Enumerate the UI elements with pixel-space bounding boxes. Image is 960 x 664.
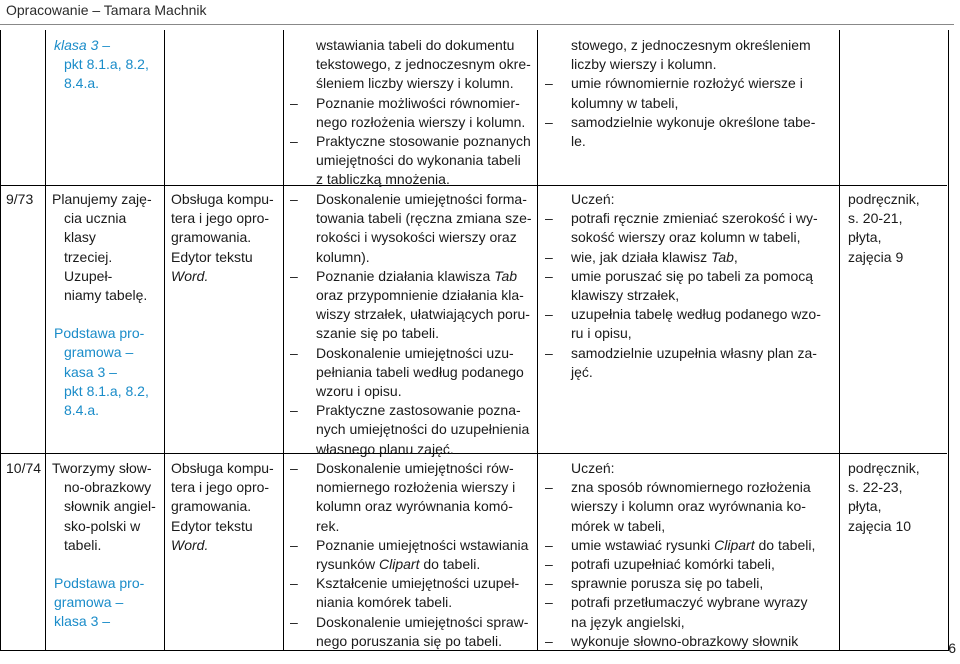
row-2-materials [848,459,946,536]
materials-line: płyta, [848,229,882,246]
outcome-item: – umie wstawiać rysunki Clipart do tabeli, [545,536,837,555]
outcome-item: – samodzielnie uzupełnia własny plan za- jęć. [545,344,837,382]
tools-line: Edytor tekstu [171,517,253,534]
basis-line: pkt 8.1.a, 8.2, [64,382,149,399]
outcome-item: – sprawnie porusza się po tabeli, [545,574,837,593]
materials-line: podręcznik, [848,191,920,207]
basis-line: kasa 3 – [64,363,117,380]
outcomes-list [545,36,837,151]
column-divider [164,30,165,650]
row-1-outcomes [545,190,837,382]
outcome-item: – wie, jak działa klawisz Tab, [545,248,837,267]
materials-line: podręcznik, [848,460,920,476]
outcome-item: stowego, z jednoczesnym określeniem liczby wierszy i kolumn. [571,37,811,73]
tools-line: Word. [171,267,209,284]
basis-line: 8.4.a. [64,75,100,92]
tools-line: gramowania. [171,498,252,515]
tools-line: Edytor tekstu [171,248,253,265]
outcome-item: – umie poruszać się po tabeli za pomocą klawiszy strzałek, [545,267,837,305]
row-2-topic [52,459,162,632]
tools-line: gramowania. [171,229,252,246]
goals-list [290,459,536,651]
outcomes-list [545,209,837,382]
goal-item: – Kształcenie umiejętności uzupeł- niania komórek tabeli. [290,574,536,612]
tools-line: Obsługa kompu- [171,191,274,207]
goal-item: – Poznanie możliwości równomier- nego rozłożenia wierszy i kolumn. [290,94,536,132]
outcome-item: – wykonuje słowno-obrazkowy słownik [545,632,837,651]
goal-item: – Poznanie działania klawisza Tab oraz przypomnienie działania kla- wiszy strzałek, ułatwiających poru- szanie się po tabeli. [290,267,536,344]
topic-line: no-obrazkowy [64,479,152,496]
basis-line: pkt 8.1.a, 8.2, [64,56,149,73]
topic-line: sko-polski w [64,517,141,534]
outcome-item: – zna sposób równomiernego rozłożenia wierszy i kolumn oraz wyrównania ko- mórek w tabeli, [545,478,837,536]
goal-item: – Doskonalenie umiejętności spraw- nego poruszania się po tabeli. [290,613,536,651]
row-1-topic [52,190,162,420]
outcome-item: – samodzielnie wykonuje określone tabe- le. [545,113,837,151]
row-2-basis [52,574,162,632]
row-2-tools [171,459,283,555]
tools-line: tera i jego opro- [171,210,270,227]
row-1-goals [290,190,536,459]
basis-line: gramowa – [64,344,134,361]
basis-line: Podstawa pro- [54,325,145,342]
outcome-item: – potrafi ręcznie zmieniać szerokość i wy- sokość wierszy oraz kolumn w tabeli, [545,209,837,247]
row-1-tools [171,190,283,286]
outcomes-list [545,478,837,651]
goal-item: wstawiania tabeli do dokumentu tekstowego, z jednoczesnym okre- śleniem liczby wierszy i kolumn. [316,37,531,92]
topic-line: Tworzymy słow- [52,460,152,476]
goal-item: – Praktyczne stosowanie poznanych umiejętności do wykonania tabeli z tabliczką mnożenia. [290,132,536,190]
basis-line: Podstawa pro- [54,575,145,592]
outcomes-heading: Uczeń: [571,191,615,207]
row-1-basis [52,324,162,420]
topic-line: trzeciej. Uzupeł- [64,248,113,284]
tools-line: Word. [171,536,209,553]
tools-line: Obsługa kompu- [171,460,274,476]
basis-line: 8.4.a. [64,402,100,419]
column-divider [283,30,284,650]
goal-item: – Doskonalenie umiejętności rów- nomiernego rozłożenia wierszy i kolumn oraz wyrównania komó- rek. [290,459,536,536]
row-1-materials [848,190,946,267]
row-0-outcomes [545,36,837,151]
row-1-number: 9/73 [6,191,34,207]
topic-line: słownik angiel- [64,498,156,515]
column-divider [45,30,46,650]
page-header: Opracowanie – Tamara Machnik [6,2,207,18]
goal-item: – Doskonalenie umiejętności uzu- pełniania tabeli według podanego wzoru i opisu. [290,344,536,402]
outcome-item: – potrafi uzupełniać komórki tabeli, [545,555,837,574]
materials-line: płyta, [848,498,882,515]
materials-line: zajęcia 9 [848,248,904,265]
goals-list [290,36,536,190]
page-number: 6 [948,640,956,656]
row-2-goals [290,459,536,651]
goal-item: – Poznanie umiejętności wstawiania rysunków Clipart do tabeli. [290,536,536,574]
goal-item: – Doskonalenie umiejętności forma- towania tabeli (ręczna zmiana sze- rokości i wysokości wierszy oraz kolumn). [290,190,536,267]
materials-line: s. 20-21, [848,210,903,227]
outcome-item: – uzupełnia tabelę według podanego wzo- ru i opisu, [545,305,837,343]
row-0-goals [290,36,536,190]
column-divider [537,30,538,650]
basis-line: klasa 3 – [54,37,111,53]
topic-line: Planujemy zaję- [52,191,152,207]
basis-line: klasa 3 – [54,613,111,630]
goals-list [290,190,536,459]
topic-line: cia ucznia klasy [64,210,127,246]
outcomes-heading: Uczeń: [571,460,615,476]
outcome-item: – potrafi przetłumaczyć wybrane wyrazy na język angielski, [545,593,837,631]
materials-line: zajęcia 10 [848,517,912,534]
materials-line: s. 22-23, [848,479,903,496]
goal-item: – Praktyczne zastosowanie pozna- nych umiejętności do uzupełnienia własnego planu zajęć. [290,401,536,459]
basis-line: gramowa – [54,594,124,611]
row-2-outcomes [545,459,837,651]
header-rule [0,24,954,25]
tools-line: tera i jego opro- [171,479,270,496]
row-2-number: 10/74 [6,460,42,476]
topic-line: tabeli. [64,536,102,553]
row-0-basis [52,36,162,94]
topic-line: niamy tabelę. [64,287,148,304]
outcome-item: – umie równomiernie rozłożyć wiersze i kolumny w tabeli, [545,74,837,112]
column-divider [839,30,840,650]
